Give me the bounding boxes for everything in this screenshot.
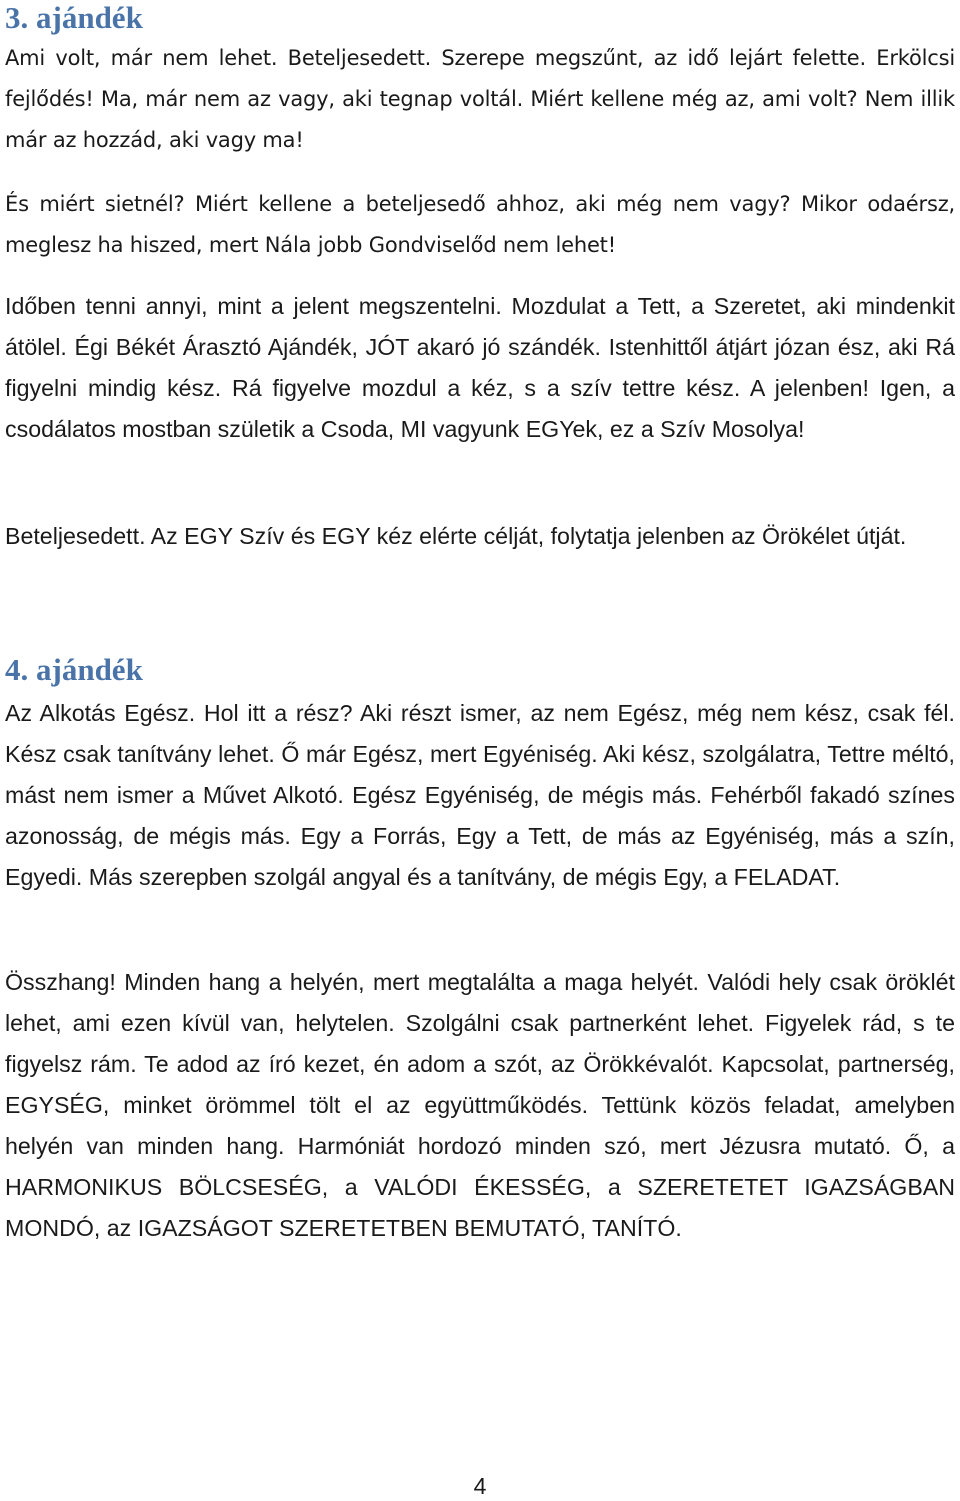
paragraph: Összhang! Minden hang a helyén, mert megtalálta a maga helyét. Valódi hely csak öröklét lehet, ami ezen kívül van, helytelen. Szolgálni csak partnerként lehet. Figyelek rád, s te figyelsz rám. Te adod az író kezet, én adom a szót, az Örökkévalót. Kapcsolat, partnerség, EGYSÉG, minket örömmel tölt el az együttműködés. Tettünk közös feladat, amelyben helyén van minden hang. Harmóniát hordozó minden szó, mert Jézusra mutató. Ő, a HARMONIKUS BÖLCSESÉG, a VALÓDI ÉKESSÉG, a SZERETETET IGAZSÁGBAN MONDÓ, az IGAZSÁGOT SZERETETBEN BEMUTATÓ, TANÍTÓ. — [5, 969, 955, 1241]
paragraph: Beteljesedett. Az EGY Szív és EGY kéz elérte célját, folytatja jelenben az Örökélet útját. — [5, 523, 907, 549]
paragraph: Időben tenni annyi, mint a jelent megszentelni. Mozdulat a Tett, a Szeretet, aki mindenkit átölel. Égi Békét Árasztó Ajándék, JÓT akaró jó szándék. Istenhittől átjárt józan ész, aki Rá figyelni mindig kész. Rá figyelve mozdul a kéz, s a szív tettre kész. A jelenben! Igen, a csodálatos mostban születik a Csoda, MI vagyunk EGYek, ez a Szív Mosolya! — [5, 293, 955, 442]
paragraph: Az Alkotás Egész. Hol itt a rész? Aki részt ismer, az nem Egész, még nem kész, csak fél. Kész csak tanítvány lehet. Ő már Egész, mert Egyéniség. Aki kész, szolgálatra, Tettre méltó, mást nem ismer a Művet Alkotó. Egész Egyéniség, de mégis más. Fehérből fakadó színes azonosság, de mégis más. Egy a Forrás, Egy a Tett, de más az Egyéniség, más a szín, Egyedi. Más szerepben szolgál angyal és a tanítvány, de mégis Egy, a FELADAT. — [5, 700, 955, 890]
page-number: 4 — [473, 1473, 487, 1499]
paragraph: Ami volt, már nem lehet. Beteljesedett. Szerepe megszűnt, az idő lejárt felette. Erkölcsi fejlődés! Ma, már nem az vagy, aki tegnap voltál. Miért kellene még az, ami volt? Nem illik már az hozzád, aki vagy ma! — [5, 46, 955, 152]
paragraph: És miért sietnél? Miért kellene a beteljesedő ahhoz, aki még nem vagy? Mikor odaérsz, meglesz ha hiszed, mert Nála jobb Gondviselőd nem lehet! — [5, 192, 955, 257]
section-heading: 3. ajándék — [5, 0, 143, 35]
section-heading: 4. ajándék — [5, 652, 143, 687]
